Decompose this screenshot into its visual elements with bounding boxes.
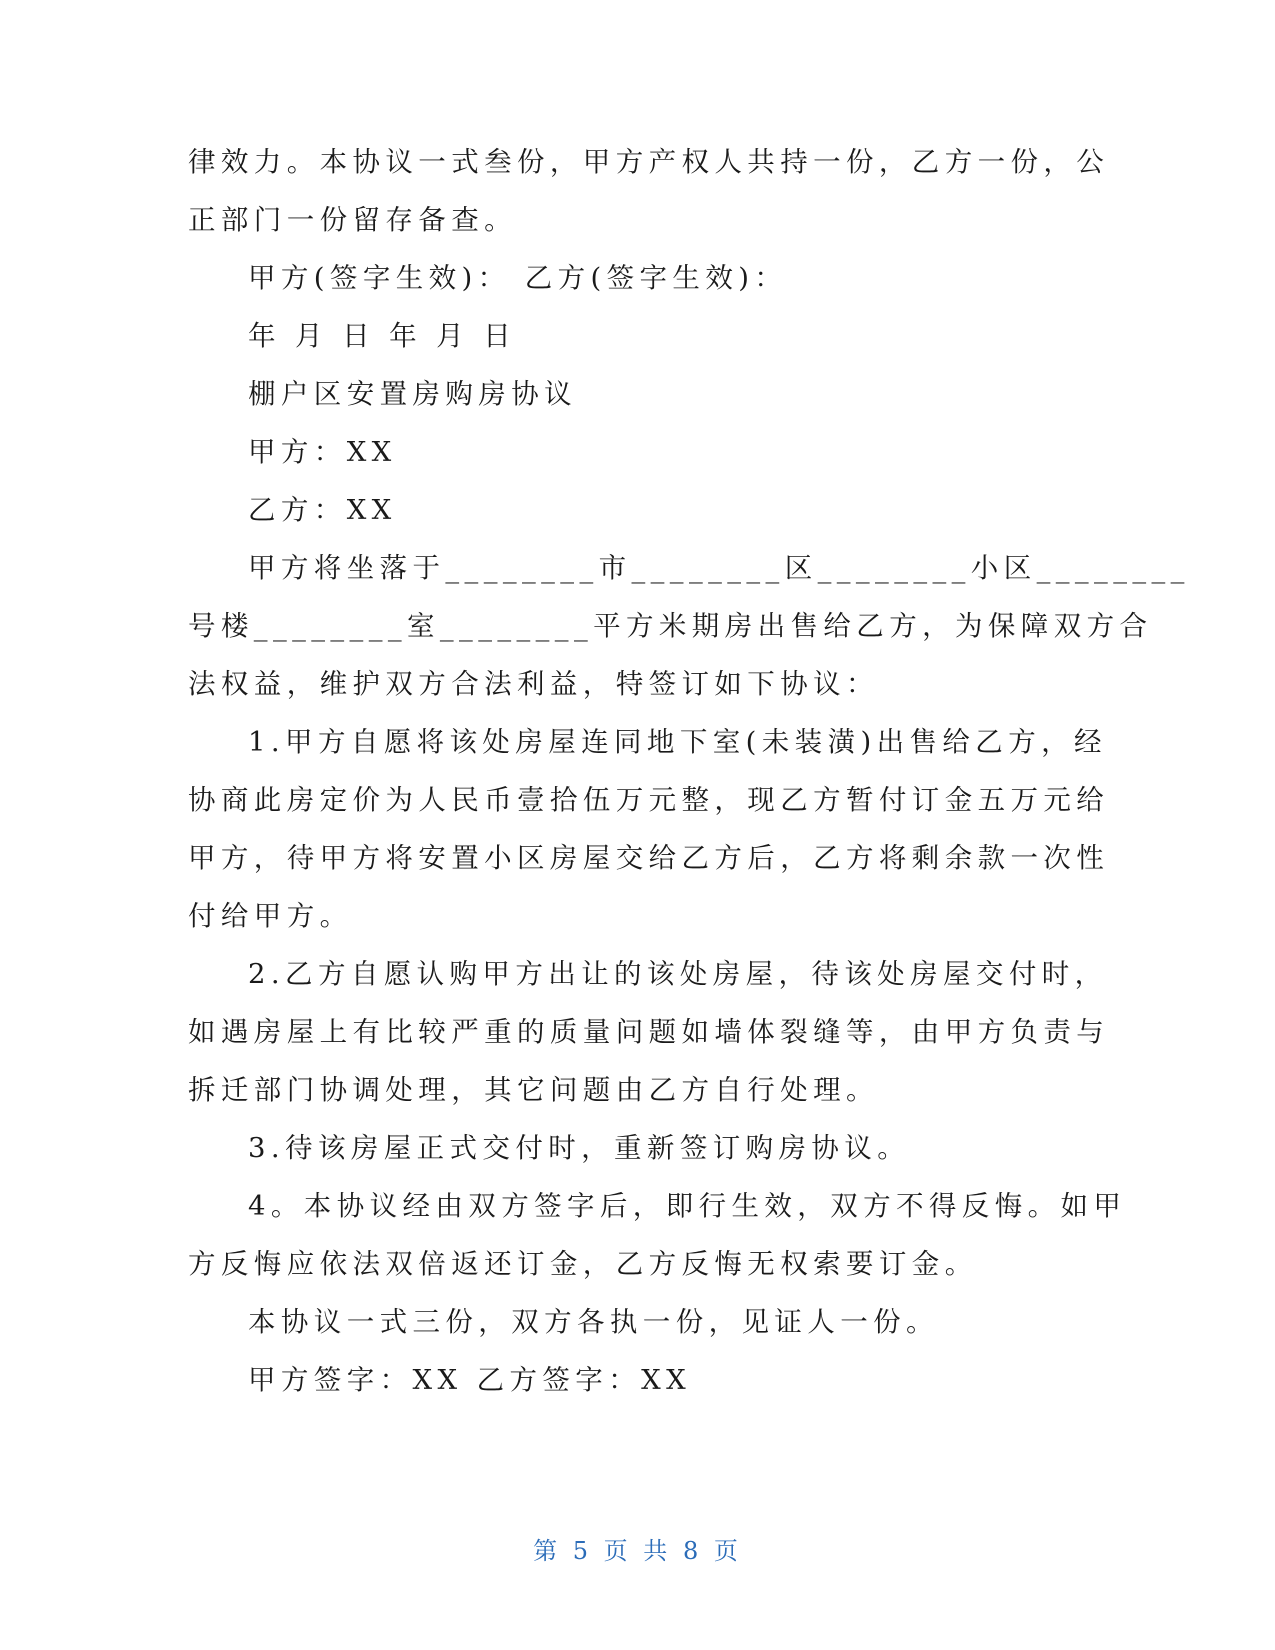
body-line: 甲方将坐落于________市________区________小区________ [248, 552, 1190, 584]
clause-line: 甲方，待甲方将安置小区房屋交给乙方后，乙方将剩余款一次性 [188, 842, 1110, 874]
body-line: 号楼________室________平方米期房出售给乙方，为保障双方合 [188, 610, 1153, 642]
clause-line: 1.甲方自愿将该处房屋连同地下室(未装潢)出售给乙方，经 [248, 726, 1107, 758]
total-pages-number: 8 [682, 1537, 703, 1565]
party-a-line: 甲方：XX [248, 436, 397, 468]
body-line: 法权益，维护双方合法利益，特签订如下协议： [188, 668, 879, 700]
clause-line: 4。本协议经由双方签字后，即行生效，双方不得反悔。如甲 [248, 1190, 1127, 1222]
clause-line: 拆迁部门协调处理，其它问题由乙方自行处理。 [188, 1074, 879, 1106]
date-line: 年 月 日 年 月 日 [248, 320, 517, 352]
clause-line: 方反悔应依法双倍返还订金，乙方反悔无权索要订金。 [188, 1248, 978, 1280]
clause-line: 协商此房定价为人民币壹拾伍万元整，现乙方暂付订金五万元给 [188, 784, 1110, 816]
clause-line: 付给甲方。 [188, 900, 353, 932]
page-label-prefix: 第 [533, 1537, 562, 1565]
signature-effective-line: 甲方(签字生效)： 乙方(签字生效)： [248, 262, 788, 294]
signature-line: 甲方签字：XX 乙方签字：XX [248, 1364, 692, 1396]
page-label-suffix: 页 [713, 1537, 742, 1565]
body-line: 正部门一份留存备查。 [188, 204, 517, 236]
body-line: 律效力。本协议一式叁份，甲方产权人共持一份，乙方一份，公 [188, 146, 1110, 178]
clause-line: 2.乙方自愿认购甲方出让的该处房屋，待该处房屋交付时， [248, 958, 1108, 990]
section-title: 棚户区安置房购房协议 [248, 378, 577, 410]
party-b-line: 乙方：XX [248, 494, 397, 526]
page-label-mid: 页 共 [603, 1537, 672, 1565]
current-page-number: 5 [572, 1537, 593, 1565]
clause-line: 3.待该房屋正式交付时，重新签订购房协议。 [248, 1132, 911, 1164]
page-number-footer [0, 1535, 1275, 1567]
clause-line: 如遇房屋上有比较严重的质量问题如墙体裂缝等，由甲方负责与 [188, 1016, 1110, 1048]
body-line: 本协议一式三份，双方各执一份，见证人一份。 [248, 1306, 939, 1338]
